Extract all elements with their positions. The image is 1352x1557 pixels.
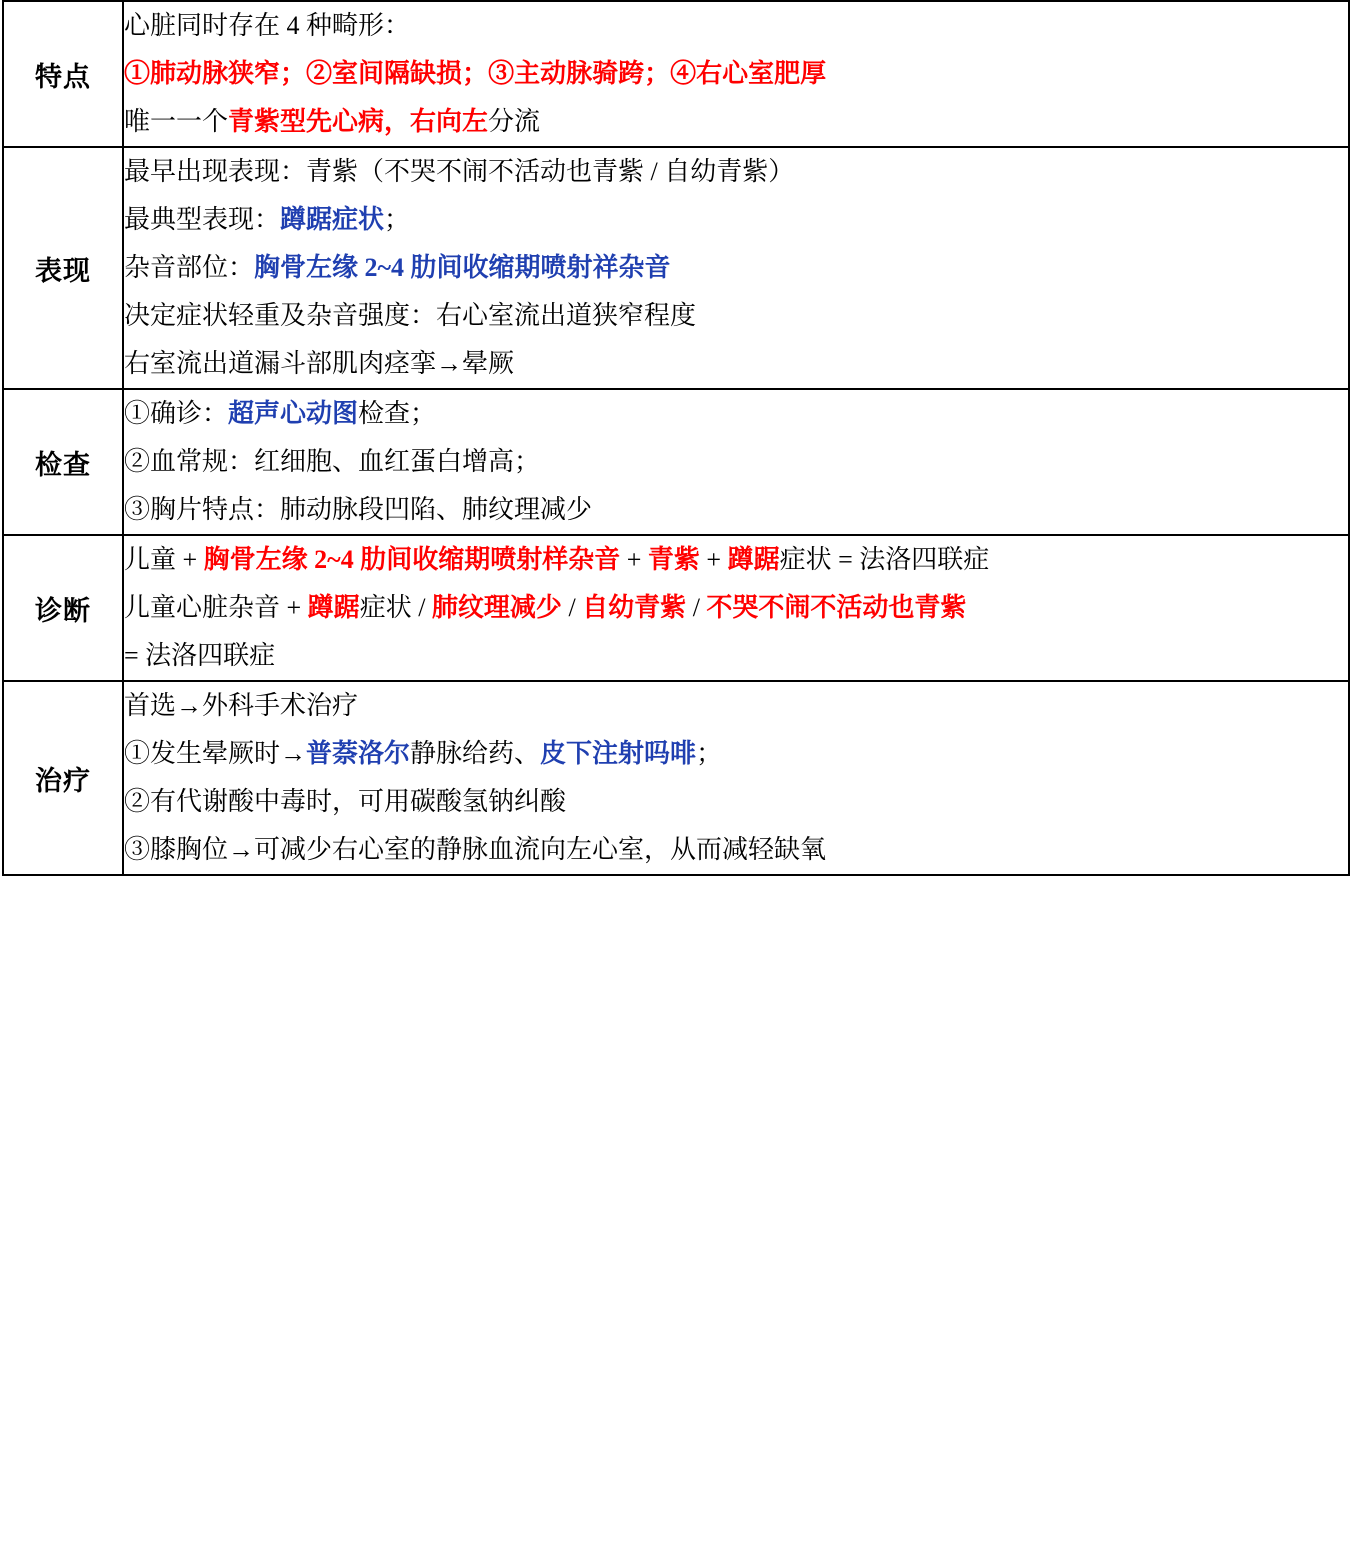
text-segment: 自幼青紫 — [582, 593, 687, 622]
content-line — [124, 486, 1348, 534]
text-segment: 皮下注射吗啡 — [540, 739, 697, 768]
row-content — [123, 535, 1349, 681]
content-line — [124, 390, 1348, 438]
text-segment: 症状 = 法洛四联症 — [779, 545, 990, 574]
text-segment: 检查； — [358, 399, 437, 428]
table-row — [3, 535, 1349, 681]
text-segment: 最典型表现： — [124, 205, 281, 234]
text-segment: 静脉给药、 — [410, 739, 541, 768]
content-line — [124, 584, 1348, 632]
text-segment: 肺纹理减少 — [431, 593, 562, 622]
text-segment: ③膝胸位→可减少右心室的静脉血流向左心室，从而减轻缺氧 — [124, 835, 827, 864]
text-segment: 青紫型先心病，右向左 — [228, 107, 489, 136]
table-row — [3, 147, 1349, 389]
content-line — [124, 778, 1348, 826]
text-segment: 儿童心脏杂音 + — [124, 593, 308, 622]
text-segment: 青紫 — [647, 545, 700, 574]
text-segment: ；② — [280, 59, 333, 88]
text-segment: 唯一一个 — [124, 107, 229, 136]
text-segment: 首选→外科手术治疗 — [124, 691, 359, 720]
text-segment: / — [686, 593, 707, 622]
text-segment: 蹲踞症状 — [280, 205, 385, 234]
content-line — [124, 536, 1348, 584]
row-label: 检查 — [3, 389, 123, 535]
content-line — [124, 244, 1348, 292]
text-segment: ； — [696, 739, 723, 768]
text-segment: 蹲踞 — [727, 545, 780, 574]
text-segment: ②有代谢酸中毒时，可用碳酸氢钠纠酸 — [124, 787, 567, 816]
text-segment: ①发生晕厥时→ — [124, 739, 307, 768]
content-line — [124, 438, 1348, 486]
content-line — [124, 826, 1348, 874]
content-line — [124, 50, 1348, 98]
content-line — [124, 632, 1348, 680]
text-segment: ③胸片特点：肺动脉段凹陷、肺纹理减少 — [124, 495, 593, 524]
text-segment: 决定症状轻重及杂音强度：右心室流出道狭窄程度 — [124, 301, 697, 330]
table-row — [3, 389, 1349, 535]
content-line — [124, 148, 1348, 196]
content-line — [124, 196, 1348, 244]
table-row — [3, 1, 1349, 147]
text-segment: ；④ — [644, 59, 697, 88]
row-label: 诊断 — [3, 535, 123, 681]
notes-table — [2, 0, 1350, 876]
text-segment: 普萘洛尔 — [306, 739, 411, 768]
content-line — [124, 340, 1348, 388]
text-segment: 分流 — [488, 107, 541, 136]
content-line — [124, 98, 1348, 146]
text-segment: + — [699, 545, 728, 574]
text-segment: 不哭不闹不活动也青紫 — [706, 593, 967, 622]
row-content — [123, 147, 1349, 389]
row-content — [123, 681, 1349, 875]
table-row — [3, 681, 1349, 875]
text-segment: + — [620, 545, 648, 574]
text-segment: 心脏同时存在 4 种畸形： — [124, 11, 411, 40]
text-segment: 肺动脉狭窄 — [150, 59, 281, 88]
text-segment: 胸骨左缘 2~4 肋间收缩期喷射样杂音 — [203, 545, 621, 574]
text-segment: 室间隔缺损 — [332, 59, 463, 88]
text-segment: ；③ — [462, 59, 515, 88]
text-segment: ①确诊： — [124, 399, 229, 428]
text-segment: ； — [384, 205, 411, 234]
row-content — [123, 389, 1349, 535]
text-segment: 蹲踞 — [307, 593, 360, 622]
text-segment: = 法洛四联症 — [124, 641, 276, 670]
content-line — [124, 682, 1348, 730]
content-line — [124, 730, 1348, 778]
row-content — [123, 1, 1349, 147]
text-segment: ① — [124, 59, 151, 88]
text-segment: 右心室肥厚 — [696, 59, 827, 88]
text-segment: 症状 / — [359, 593, 432, 622]
content-line — [124, 2, 1348, 50]
row-label: 表现 — [3, 147, 123, 389]
text-segment: 杂音部位： — [124, 253, 255, 282]
text-segment: 胸骨左缘 2~4 肋间收缩期喷射祥杂音 — [254, 253, 671, 282]
text-segment: 右室流出道漏斗部肌肉痉挛→晕厥 — [124, 349, 515, 378]
text-segment: / — [561, 593, 583, 622]
notes-table-body — [3, 1, 1349, 875]
row-label: 特点 — [3, 1, 123, 147]
text-segment: ②血常规：红细胞、血红蛋白增高； — [124, 447, 541, 476]
content-line — [124, 292, 1348, 340]
text-segment: 主动脉骑跨 — [514, 59, 645, 88]
text-segment: 最早出现表现：青紫（不哭不闹不活动也青紫 / 自幼青紫） — [124, 157, 795, 186]
text-segment: 儿童 + — [124, 545, 204, 574]
row-label: 治疗 — [3, 681, 123, 875]
text-segment: 超声心动图 — [228, 399, 359, 428]
